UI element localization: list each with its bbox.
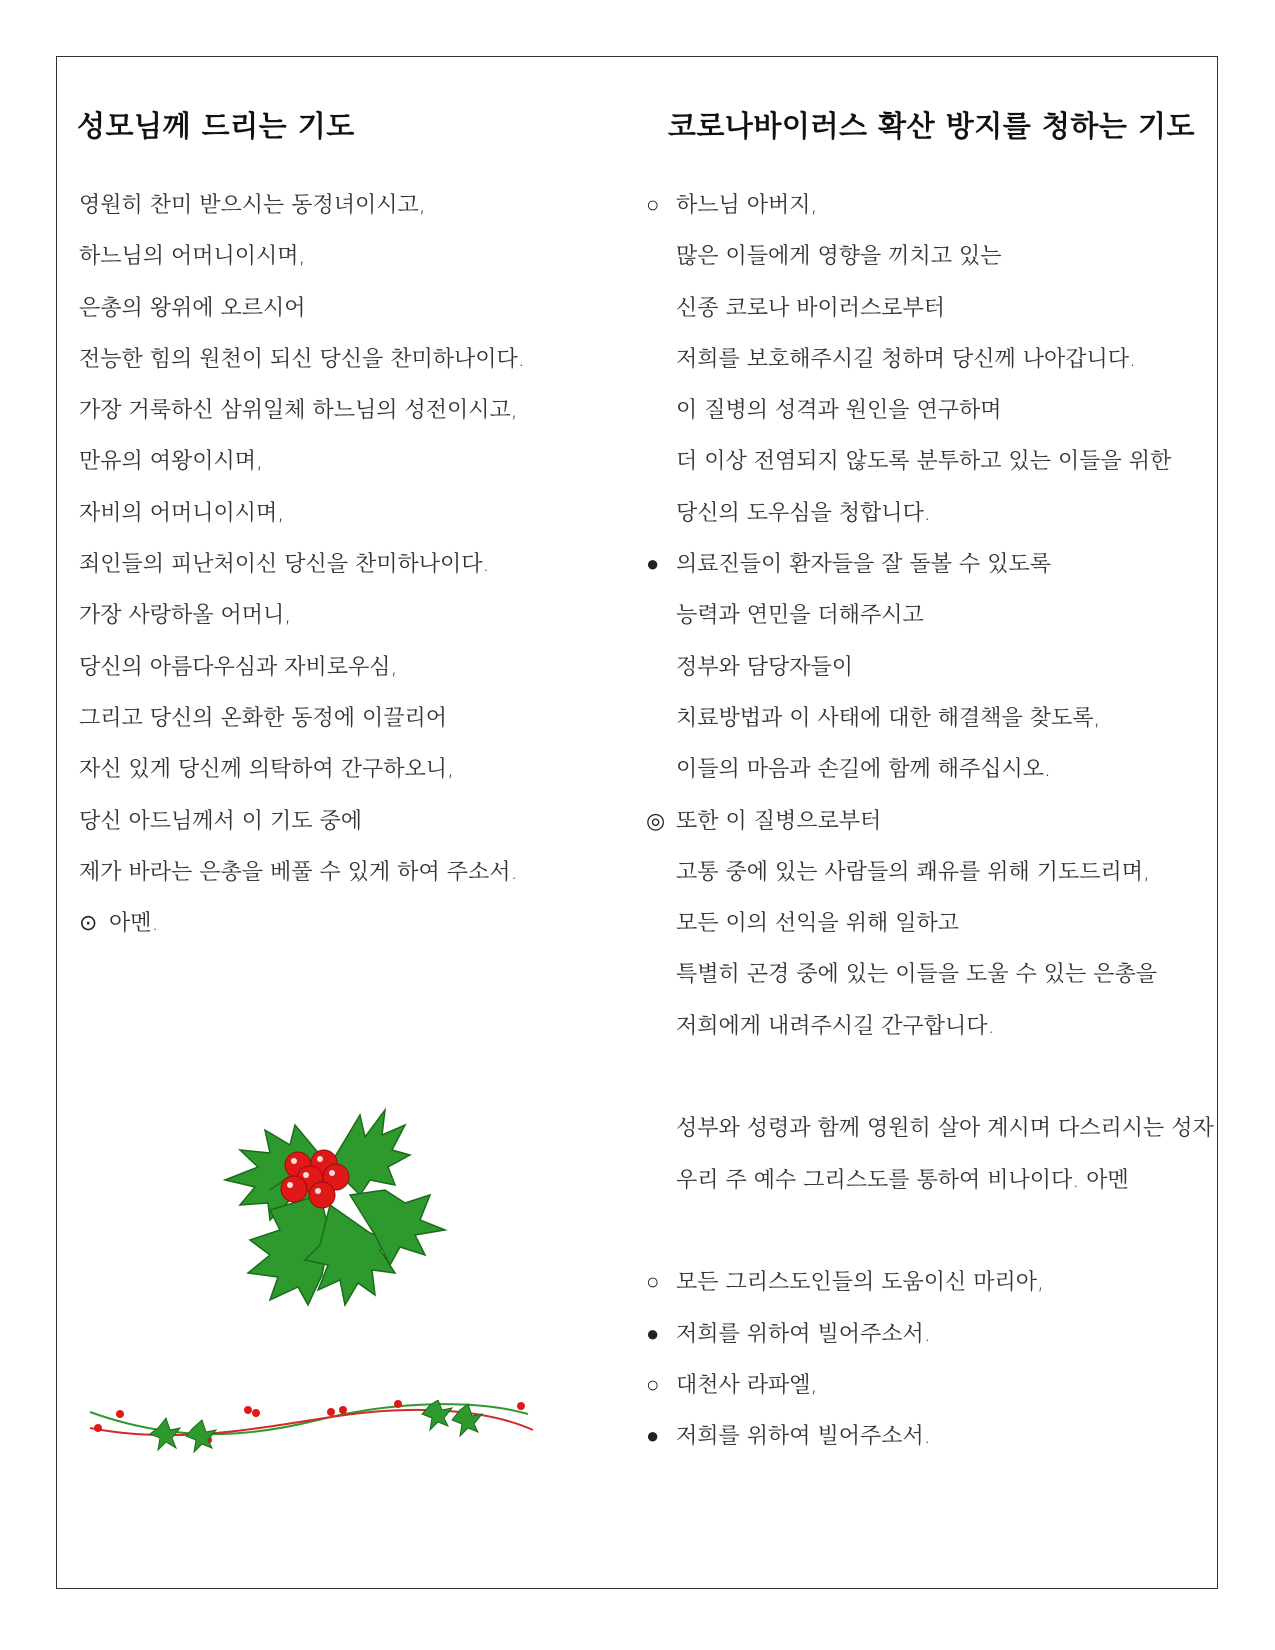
right-prayer-line-text: 치료방법과 이 사태에 대한 해결책을 찾도록, (676, 705, 1101, 731)
right-prayer-line (646, 648, 1206, 699)
right-prayer-line (646, 699, 1206, 750)
left-prayer-line: 자신 있게 당신께 의탁하여 간구하오니, (79, 757, 454, 783)
litany-line-text: 저희를 위하여 빌어주소서. (676, 1424, 931, 1450)
right-prayer-line (646, 340, 1206, 391)
litany-line (646, 1417, 1206, 1468)
right-prayer-line (646, 904, 1206, 955)
amen-text: 아멘. (109, 911, 159, 937)
left-prayer-body (79, 186, 599, 955)
right-prayer-line-text: 하느님 아버지, (676, 193, 818, 218)
holly-decoration (210, 1095, 460, 1335)
left-prayer-line: 전능한 힘의 원천이 되신 당신을 찬미하나이다. (79, 346, 525, 372)
spacer (646, 1058, 1206, 1109)
left-prayer-line: 가장 거룩하신 삼위일체 하느님의 성전이시고, (79, 398, 518, 424)
right-prayer-line-text: 모든 이의 선익을 위해 일하고 (676, 911, 959, 937)
amen-line (79, 904, 599, 955)
right-prayer-line-text: 이 질병의 성격과 원인을 연구하며 (676, 398, 1002, 424)
leader-marker: ○ (646, 1270, 660, 1296)
right-prayer-line (646, 1007, 1206, 1058)
doxology-line: 성부와 성령과 함께 영원히 살아 계시며 다스리시는 성자 (676, 1116, 1214, 1142)
left-prayer-line: 은총의 왕위에 오르시어 (79, 295, 306, 321)
leader-marker: ● (646, 1321, 660, 1347)
leader-marker: ● (646, 1424, 660, 1450)
right-prayer-line-text: 고통 중에 있는 사람들의 쾌유를 위해 기도드리며, (676, 859, 1150, 885)
left-prayer-line: 당신의 아름다우심과 자비로우심, (79, 654, 398, 680)
doxology-line: 우리 주 예수 그리스도를 통하여 비나이다. 아멘 (676, 1167, 1129, 1193)
right-prayer-line (646, 853, 1206, 904)
right-prayer-body (646, 186, 1214, 1468)
right-prayer-title: 코로나바이러스 확산 방지를 청하는 기도 (667, 109, 1195, 143)
right-prayer-line-text: 저희를 보호해주시길 청하며 당신께 나아갑니다. (676, 346, 1137, 372)
circle-dot-marker: ⊙ (79, 911, 98, 937)
leader-marker: ◎ (646, 808, 666, 834)
leader-marker: ○ (646, 193, 660, 218)
right-prayer-line-text: 이들의 마음과 손길에 함께 해주십시오. (676, 757, 1051, 783)
leader-marker: ○ (646, 1372, 660, 1398)
right-prayer-line (646, 596, 1206, 647)
leader-marker: ● (646, 552, 660, 578)
garland-decoration (88, 1400, 558, 1460)
left-prayer-line: 당신 아드님께서 이 기도 중에 (79, 808, 362, 834)
right-prayer-line-text: 특별히 곤경 중에 있는 이들을 도울 수 있는 은총을 (676, 962, 1157, 988)
right-prayer-line (646, 237, 1206, 288)
litany-line (646, 1366, 1206, 1417)
left-prayer-line: 가장 사랑하올 어머니, (79, 603, 292, 629)
right-prayer-line (646, 802, 1206, 853)
right-prayer-line (646, 391, 1206, 442)
litany-line (646, 1315, 1206, 1366)
berry (281, 1176, 307, 1202)
right-prayer-line-text: 또한 이 질병으로부터 (676, 808, 882, 834)
right-prayer-line (646, 186, 1206, 237)
right-prayer-line-text: 더 이상 전염되지 않도록 분투하고 있는 이들을 위한 (676, 449, 1172, 475)
right-prayer-line-text: 정부와 담당자들이 (676, 654, 854, 680)
right-prayer-line-text: 신종 코로나 바이러스로부터 (676, 295, 946, 321)
left-prayer-line: 만유의 여왕이시며, (79, 449, 264, 475)
litany-line-text: 대천사 라파엘, (676, 1372, 818, 1398)
right-prayer-line (646, 955, 1206, 1006)
litany-line-text: 모든 그리스도인들의 도움이신 마리아, (676, 1270, 1045, 1296)
right-prayer-line-text: 많은 이들에게 영향을 끼치고 있는 (676, 244, 1002, 270)
litany-line-text: 저희를 위하여 빌어주소서. (676, 1321, 931, 1347)
right-prayer-line-text: 당신의 도우심을 청합니다. (676, 500, 931, 526)
spacer (646, 1212, 1206, 1263)
right-prayer-line (646, 750, 1206, 801)
berry (309, 1182, 335, 1208)
right-prayer-line (646, 442, 1206, 493)
right-prayer-line (646, 494, 1206, 545)
right-prayer-line-text: 저희에게 내려주시길 간구합니다. (676, 1013, 995, 1039)
right-prayer-line (646, 289, 1206, 340)
litany-line (646, 1263, 1206, 1314)
left-prayer-line: 영원히 찬미 받으시는 동정녀이시고, (79, 193, 426, 218)
right-prayer-line (646, 545, 1206, 596)
left-prayer-line: 제가 바라는 은총을 베풀 수 있게 하여 주소서. (79, 859, 518, 885)
left-prayer-title: 성모님께 드리는 기도 (77, 109, 355, 143)
left-prayer-line: 죄인들의 피난처이신 당신을 찬미하나이다. (79, 552, 490, 578)
left-prayer-line: 하느님의 어머니이시며, (79, 244, 306, 270)
right-prayer-line-text: 의료진들이 환자들을 잘 돌볼 수 있도록 (676, 552, 1051, 578)
right-prayer-line-text: 능력과 연민을 더해주시고 (676, 603, 924, 629)
left-prayer-line: 자비의 어머니이시며, (79, 500, 285, 526)
left-prayer-line: 그리고 당신의 온화한 동정에 이끌리어 (79, 705, 448, 731)
